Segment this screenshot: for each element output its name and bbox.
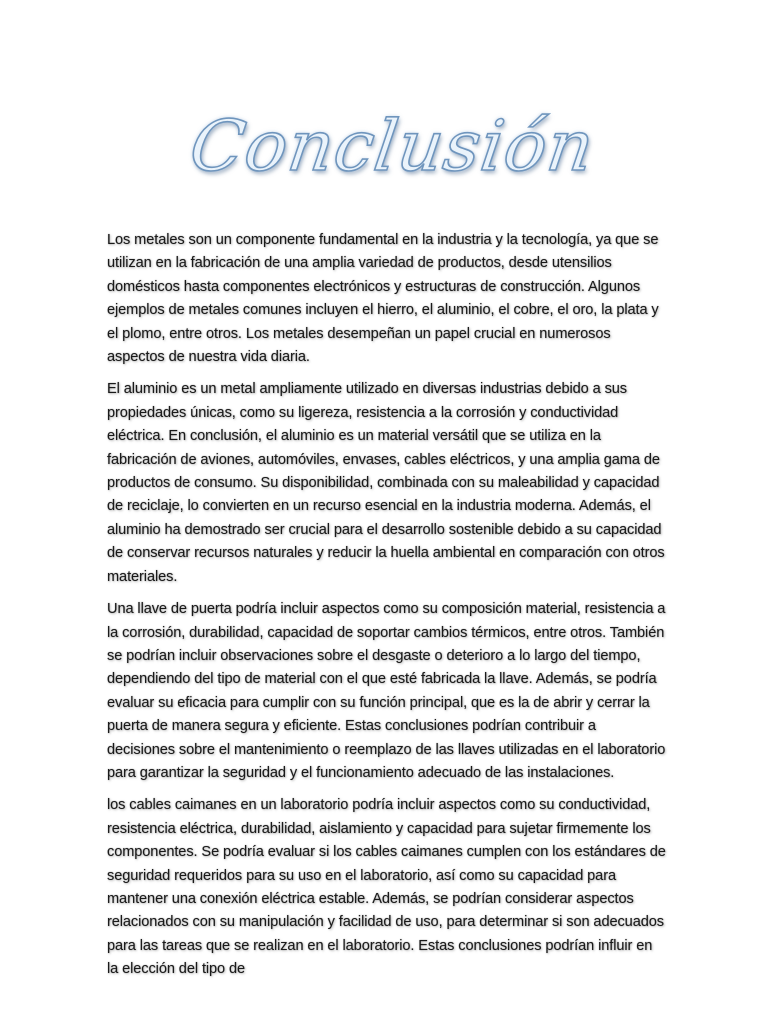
title-area (0, 96, 768, 196)
page-title: Conclusión (184, 105, 600, 187)
paragraph-llave-de-puerta: Una llave de puerta podría incluir aspectos como su composición material, resistencia a la corrosión, durabilidad, capacidad de soportar cambios térmicos, entre otros. También se podrían incluir observaciones sobre el desgaste o deterioro a lo largo del tiempo, dependiendo del tipo de material con el que esté fabricada la llave. Además, se podría evaluar su eficacia para cumplir con su función principal, que es la de abrir y cerrar la puerta de manera segura y eficiente. Estas conclusiones podrían contribuir a decisiones sobre el mantenimiento o reemplazo de las llaves utilizadas en el laboratorio para garantizar la seguridad y el funcionamiento adecuado de las instalaciones. (107, 601, 666, 781)
document-body (107, 229, 667, 991)
paragraph-cables-caimanes: los cables caimanes en un laboratorio podría incluir aspectos como su conductividad, resistencia eléctrica, durabilidad, aislamiento y capacidad para sujetar firmemente los componentes. Se podría evaluar si los cables caimanes cumplen con los estándares de seguridad requeridos para su uso en el laboratorio, así como su capacidad para mantener una conexión eléctrica estable. Además, se podrían considerar aspectos relacionados con su manipulación y facilidad de uso, para determinar si son adecuados para las tareas que se realizan en el laboratorio. Estas conclusiones podrían influir en la elección del tipo de (107, 797, 666, 978)
paragraph-aluminio: El aluminio es un metal ampliamente utilizado en diversas industrias debido a sus propiedades únicas, como su ligereza, resistencia a la corrosión y conductividad eléctrica. En conclusión, el aluminio es un material versátil que se utiliza en la fabricación de aviones, automóviles, envases, cables eléctricos, y una amplia gama de productos de consumo. Su disponibilidad, combinada con su maleabilidad y capacidad de reciclaje, lo convierten en un recurso esencial en la industria moderna. Además, el aluminio ha demostrado ser crucial para el desarrollo sostenible debido a su capacidad de conservar recursos naturales y reducir la huella ambiental en comparación con otros materiales. (107, 381, 665, 585)
paragraph-metales: Los metales son un componente fundamental en la industria y la tecnología, ya que se utilizan en la fabricación de una amplia variedad de productos, desde utensilios domésticos hasta componentes electrónicos y estructuras de construcción. Algunos ejemplos de metales comunes incluyen el hierro, el aluminio, el cobre, el oro, la plata y el plomo, entre otros. Los metales desempeñan un papel crucial en numerosos aspectos de nuestra vida diaria. (107, 232, 659, 366)
